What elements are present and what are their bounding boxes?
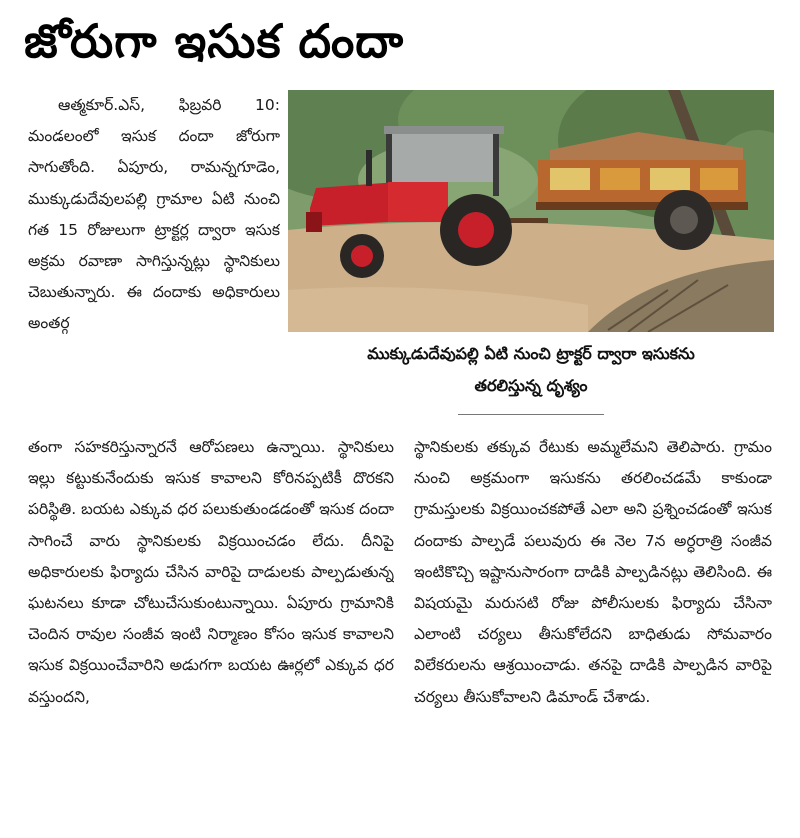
photo-caption [288, 338, 774, 402]
article-column-3 [414, 432, 772, 832]
caption-line-2: తరలిస్తున్న దృశ్యం [474, 376, 588, 395]
column-2-text: తంగా సహకరిస్తున్నారనే ఆరోపణలు ఉన్నాయి. స్థానికులు ఇల్లు కట్టుకునేందుకు ఇసుక కావాలని కోరినప్పటికీ దొరకని పరిస్థితి. బయట ఎక్కువ ధర పలుకుతుండడంతో ఇసుక దందా సాగించే వారు స్థానికులకు విక్రయించడం లేదు. దీనిపై అధికారులకు ఫిర్యాదు చేసిన వారిపై దాడులకు పాల్పడుతున్న ఘటనలు కూడా చోటుచేసుకుంటున్నాయి. ఏపూరు గ్రామానికి చెందిన రావుల సంజీవ ఇంటి నిర్మాణం కోసం ఇసుక కావాలని ఇసుక విక్రయించేవారిని అడుగగా బయట ఊర్లలో ఎక్కువ ధర వస్తుందని, [28, 438, 394, 706]
column-3-text: స్థానికులకు తక్కువ రేటుకు అమ్మలేమని తెలిపారు. గ్రామం నుంచి అక్రమంగా ఇసుకను తరలించడమే కాకుండా గ్రామస్తులకు విక్రయించకపోతే ఎలా అని ప్రశ్నించడంతో ఇసుక దందాకు పాల్పడే పలువురు ఈ నెల 7న అర్ధరాత్రి సంజీవ ఇంటికొచ్చి ఇష్టానుసారంగా దాడికి పాల్పడినట్లు తెలిసింది. ఈ విషయమై మరుసటి రోజు పోలీసులకు ఫిర్యాదు చేసినా ఎలాంటి చర్యలు తీసుకోలేదని బాధితుడు సోమవారం విలేకరులను ఆశ్రయించాడు. తనపై దాడికి పాల్పడిన వారిపై చర్యలు తీసుకోవాలని డిమాండ్ చేశాడు. [414, 438, 772, 706]
caption-line-1: ముక్కుడుదేవుపల్లి ఏటి నుంచి ట్రాక్టర్ ద్వారా ఇసుకను [367, 344, 695, 363]
headline: జోరుగా ఇసుక దందా [24, 14, 405, 68]
article-column-1 [28, 90, 280, 432]
caption-divider [458, 414, 604, 415]
column-1-text: మండలంలో ఇసుక దందా జోరుగా సాగుతోంది. ఏపూరు, రామన్నగూడెం, ముక్కుడుదేవులపల్లి గ్రామాల ఏటి నుంచి గత 15 రోజులుగా ట్రాక్టర్ల ద్వారా ఇసుక అక్రమ రవాణా సాగిస్తున్నట్లు స్థానికులు చెబుతున్నారు. ఈ దందాకు అధికారులు అంతర్గ [28, 127, 280, 333]
article-column-2 [28, 432, 394, 832]
dateline: ఆత్మకూర్.ఎస్, ఫిబ్రవరి 10: [58, 96, 280, 114]
news-photo [288, 90, 774, 332]
